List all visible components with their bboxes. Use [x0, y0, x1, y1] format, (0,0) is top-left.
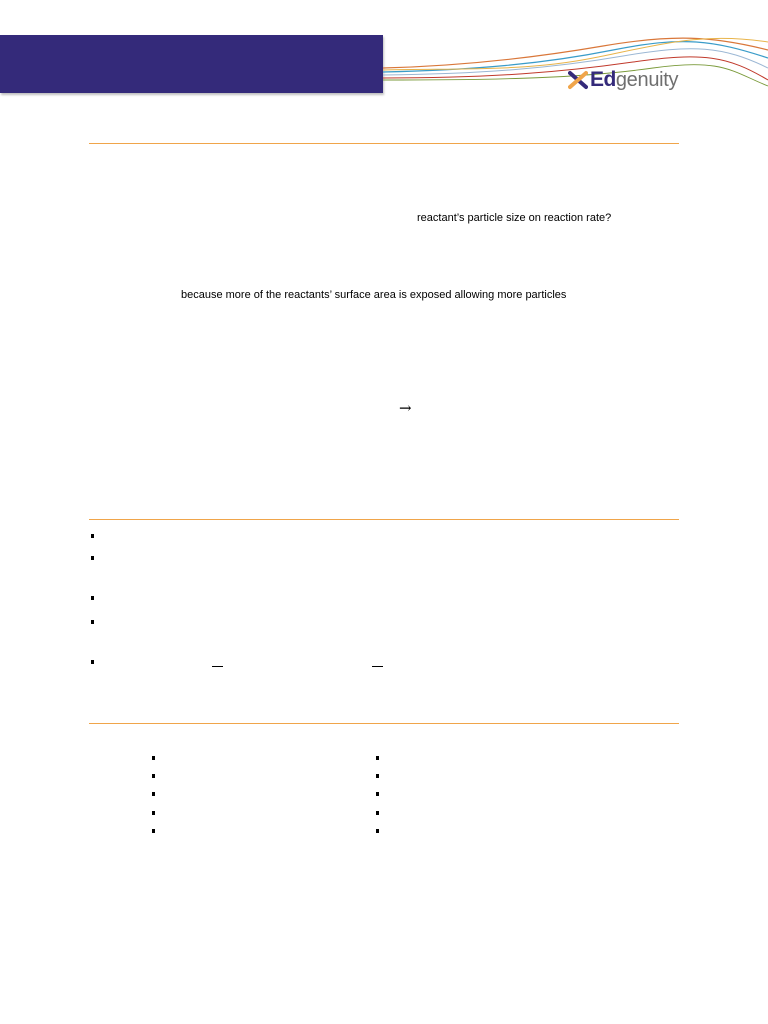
reaction-arrow: →	[399, 399, 412, 417]
bullet-marker	[91, 534, 94, 538]
bullet-marker	[91, 620, 94, 624]
logo-genuity-text: genuity	[615, 68, 679, 91]
list-bullet	[376, 792, 379, 796]
list-bullet	[376, 829, 379, 833]
list-bullet	[376, 811, 379, 815]
list-bullet	[152, 756, 155, 760]
blank-line	[212, 666, 223, 667]
bullet-marker	[91, 660, 94, 664]
list-bullet	[152, 792, 155, 796]
list-bullet	[152, 774, 155, 778]
header-banner	[0, 35, 383, 93]
answer-text: because more of the reactants’ surface area is exposed allowing more particles	[181, 289, 567, 301]
list-bullet	[152, 811, 155, 815]
section-divider-3	[89, 723, 679, 724]
list-bullet	[152, 829, 155, 833]
section-divider-2	[89, 519, 679, 520]
list-bullet	[376, 774, 379, 778]
bullet-marker	[91, 556, 94, 560]
edgenuity-logo	[568, 66, 678, 94]
list-bullet	[376, 756, 379, 760]
logo-x-icon	[568, 70, 588, 90]
section-divider-1	[89, 143, 679, 144]
logo-ed-text: Ed	[590, 68, 616, 91]
blank-line	[372, 666, 383, 667]
bullet-marker	[91, 596, 94, 600]
question-text: reactant’s particle size on reaction rate?	[417, 212, 612, 224]
